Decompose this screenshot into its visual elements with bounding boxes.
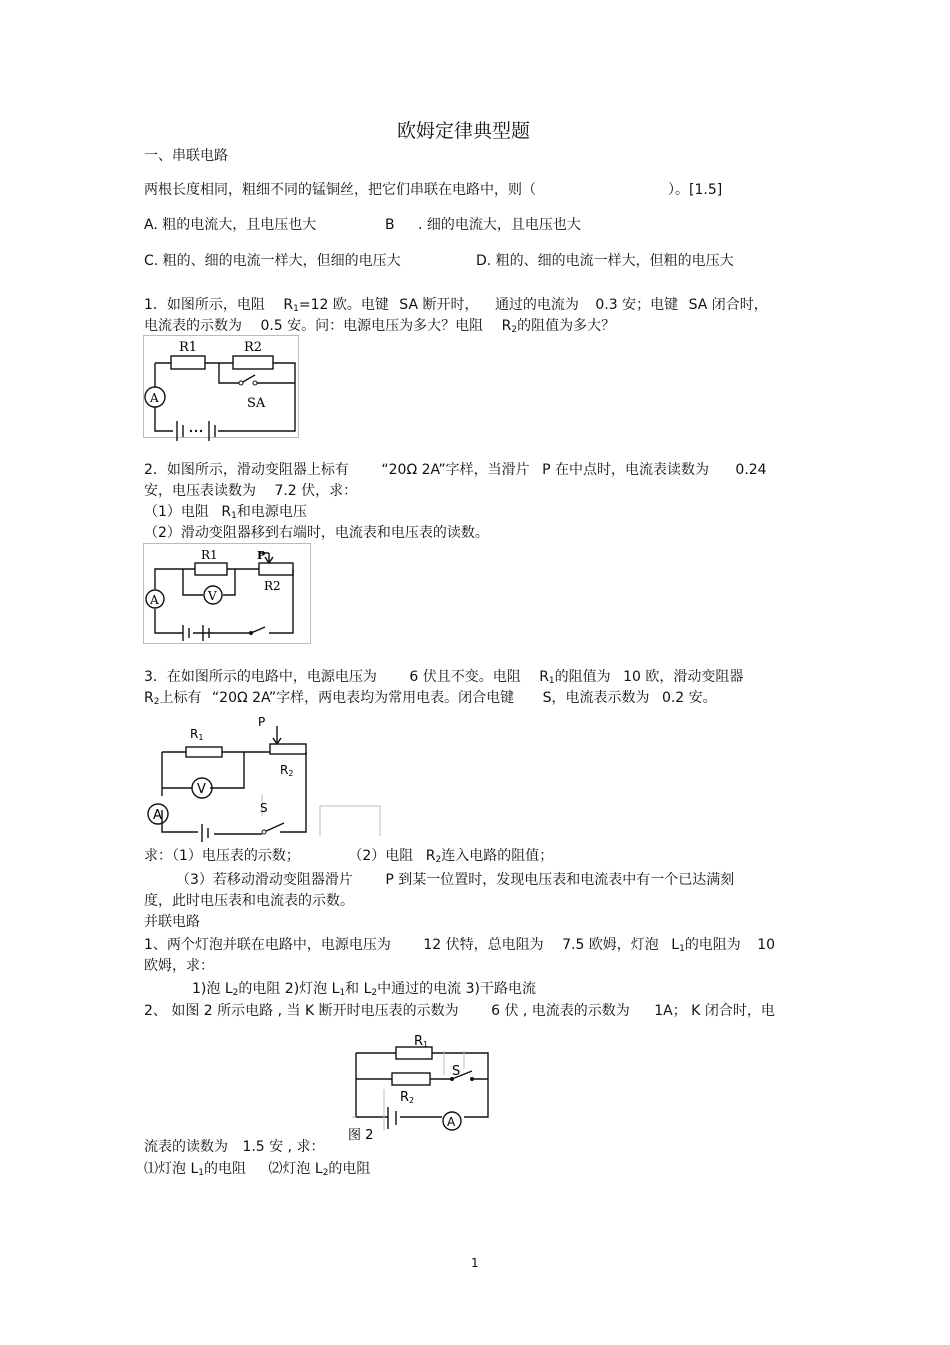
p2-sub: 2 [322,1168,329,1178]
section-heading-parallel: 并联电路 [144,914,200,930]
q1-text: 闭合时， [711,297,768,313]
q1-sa: SA [399,297,419,313]
q3-r2-sub: 2 [435,855,442,865]
p2-text: ； K 闭合时，电 [672,1003,775,1019]
label-r2: R2 [244,340,263,355]
rheostat-r2 [270,744,306,754]
q3-rating: “20Ω 2A” [211,690,277,706]
label-ammeter: A [153,808,162,823]
frame-lines [262,794,380,836]
label-r1: R1 [414,1034,429,1049]
switch-contact [249,631,253,635]
label-r1: R1 [190,727,204,742]
q0-option-d: D. 粗的、细的电流一样大，但粗的电压大 [476,253,734,269]
label-ammeter: A [150,391,159,405]
p2-ask: ⑴灯泡 L [144,1161,199,1177]
switch-contact [470,1077,474,1081]
q2-text: 安，电压表读数为 [144,483,256,499]
p1-sub: 2 [371,988,378,998]
q1-text: =12 欧。电键 [298,297,389,313]
q2-current: 0.24 [735,462,767,478]
q1-line1 [144,296,768,318]
label-voltmeter: V [197,782,206,797]
q3-line1 [144,668,743,690]
q3-text: ，电流表示数为 [551,690,650,706]
slider-arrow [273,726,281,744]
q1-text: 电流表的示数为 [144,318,242,334]
q2-text: 伏，求： [301,483,358,499]
resistor-r1 [171,356,205,369]
q3-r2-sub: 2 [153,697,160,707]
q1-text: 断开时， [422,297,479,313]
q2-r1: R [221,504,232,520]
p2-sub: 1 [198,1168,204,1178]
q3-text: 字样，两电表均为常用电表。闭合电键 [276,690,515,706]
label-r1: R1 [179,340,198,355]
p2-current-closed: 1.5 [242,1139,265,1155]
q2-voltage: 7.2 [274,483,297,499]
battery-dots [195,430,197,432]
q3-text: 3．在如图所示的电路中，电源电压为 [144,669,377,685]
p1-ask: 的电阻 2)灯泡 L [238,981,340,997]
q2-text: 字样，当滑片 [445,462,530,478]
q1-r1-sub: 1 [293,304,299,314]
q2-rating: “20Ω 2A” [381,462,446,478]
q0-option-a: A. 粗的电流大，且电压也大 [144,217,317,233]
q2-line2 [144,482,357,500]
p2-text: 安 , 求： [269,1139,325,1155]
q3-ask-line3: 度，此时电压表和电流表的示数。 [144,893,354,909]
label-s: S [260,801,268,815]
q1-text: 安；电键 [622,297,679,313]
q1-r2-sub: 2 [511,325,518,335]
battery-dots [200,430,202,432]
battery-cells [202,824,208,842]
q3-text: 安。 [688,690,717,706]
q2-sub2: （2）滑动变阻器移到右端时，电流表和电压表的读数。 [144,525,489,541]
p2-ask: ⑵灯泡 L [268,1161,323,1177]
q3-text: 连入电路的阻值； [441,848,554,864]
label-s: S [452,1064,461,1079]
label-ammeter: A [447,1115,456,1129]
p1-text: 1、两个灯泡并联在电路中，电源电压为 [144,937,391,953]
q3-r2: R [144,690,154,706]
q0-option-b-letter: B [385,217,395,233]
label-r1: R1 [201,548,218,562]
switch-blade [251,627,265,633]
resistor-r1 [195,563,227,575]
p1-line1 [144,936,775,958]
figure-frame [144,336,299,438]
p1-total-resistance: 7.5 [562,937,585,953]
p1-l1-sub: 1 [679,944,685,954]
p1-l1-resistance: 10 [757,937,776,953]
q3-circuit-diagram [140,712,380,838]
q0-stem-start: 两根长度相同，粗细不同的锰铜丝，把它们串联在电路中，则（ [144,182,536,198]
p2-ask: 的电阻 [203,1161,246,1177]
p2-line2 [144,1138,325,1156]
p2-ask: 的电阻 [328,1161,371,1177]
p1-text: 伏特，总电阻为 [445,937,544,953]
p1-ask: 和 L [345,981,372,997]
q3-r1-value: 10 [623,669,641,685]
q2-circuit-diagram [143,543,313,645]
q2-r1-sub: 1 [231,511,237,521]
page-title: 欧姆定律典型题 [397,120,531,142]
p2-voltage: 6 [491,1003,500,1019]
figure-caption: 图 2 [348,1128,374,1143]
figure-frame [144,544,311,644]
label-ammeter: A [150,593,159,607]
switch-contact [253,381,257,385]
q2-text: 和电源电压 [236,504,307,520]
q1-current-closed: 0.5 [260,318,283,334]
resistor-r1 [186,747,222,757]
q3-s: S [542,690,552,706]
battery-cells [388,1107,396,1129]
q3-ask2: （2）电阻 [348,848,414,864]
q3-ask-line2 [176,871,734,889]
label-r2: R2 [400,1090,415,1105]
p1-l1: L [671,937,680,953]
label-voltmeter: V [208,589,217,603]
q1-r2: R [501,318,512,334]
q3-text: 欧，滑动变阻器 [645,669,744,685]
p2-current: 1A [654,1003,673,1019]
p1-sub: 1 [339,988,346,998]
p2-text: 2、 如图 2 所示电路 , 当 K 断开时电压表的示数为 [144,1003,459,1019]
q3-current: 0.2 [661,690,685,706]
q3-voltage: 6 [409,669,419,685]
q3-text: 伏且不变。电阻 [422,669,521,685]
q1-current-open: 0.3 [595,297,618,313]
section-heading-series: 一、串联电路 [144,148,228,164]
label-p: P [257,549,266,562]
q1-r1: R [283,297,294,313]
q2-sub1 [144,503,307,525]
p2-circuit-diagram [334,1027,494,1145]
p1-sub: 2 [232,988,239,998]
q1-text: 通过的电流为 [494,297,579,313]
p2-asks [144,1160,370,1182]
q0-option-c: C. 粗的、细的电流一样大，但细的电压大 [144,253,401,269]
p1-ask: 中通过的电流 3)干路电流 [377,981,536,997]
q1-text: 1．如图所示，电阻 [144,297,265,313]
q3-text: 到某一位置时，发现电压表和电流表中有一个已达满刻 [398,872,735,888]
switch-contact [239,381,243,385]
q3-line2 [144,689,717,711]
q3-p: P [385,872,394,888]
label-sa: SA [247,396,266,411]
p1-asks [192,980,536,1002]
q1-circuit-diagram [143,335,303,439]
label-r2: R2 [280,763,294,778]
wire [155,363,295,431]
p2-text: 伏 , 电流表的示数为 [504,1003,630,1019]
switch-contact [262,830,266,834]
p1-voltage: 12 [423,937,442,953]
q3-ask1: 求：（1）电压表的示数； [144,848,300,864]
battery-dots [190,430,192,432]
p2-line1 [144,1002,775,1020]
q2-p: P [542,462,551,478]
q3-text: 上标有 [159,690,202,706]
resistor-r2 [233,356,273,369]
q1-sa: SA [688,297,708,313]
rheostat-r2 [259,563,293,575]
switch-blade [264,823,284,832]
q0-option-b: . 细的电流大，且电压也大 [418,217,581,233]
q3-r1: R [539,669,549,685]
p1-text: 的电阻为 [684,937,741,953]
label-p: P [258,715,266,729]
p1-text: 欧姆，灯泡 [588,937,659,953]
p1-line2: 欧姆，求： [144,958,214,974]
label-r2: R2 [264,579,281,593]
q3-r2: R [425,848,436,864]
page-number: 1 [471,1256,479,1270]
q2-line1 [144,461,767,479]
resistor-r2 [392,1073,430,1085]
q2-text: 在中点时，电流表读数为 [554,462,709,478]
q3-r1-sub: 1 [548,676,555,686]
p2-text: 流表的读数为 [144,1139,228,1155]
q1-text: 的阻值为多大？ [517,318,616,334]
q0-stem-end: ）。[1.5] [668,182,723,198]
q2-text: 2．如图所示，滑动变阻器上标有 [144,462,349,478]
q2-text: （1）电阻 [144,504,209,520]
slider-arrow [265,553,273,563]
q1-text: 安。问：电源电压为多大？电阻 [287,318,484,334]
p1-ask: 1)泡 L [192,981,233,997]
q3-ask-line1 [144,847,553,869]
q3-text: 的阻值为 [554,669,611,685]
q3-ask3: （3）若移动滑动变阻器滑片 [176,872,353,888]
